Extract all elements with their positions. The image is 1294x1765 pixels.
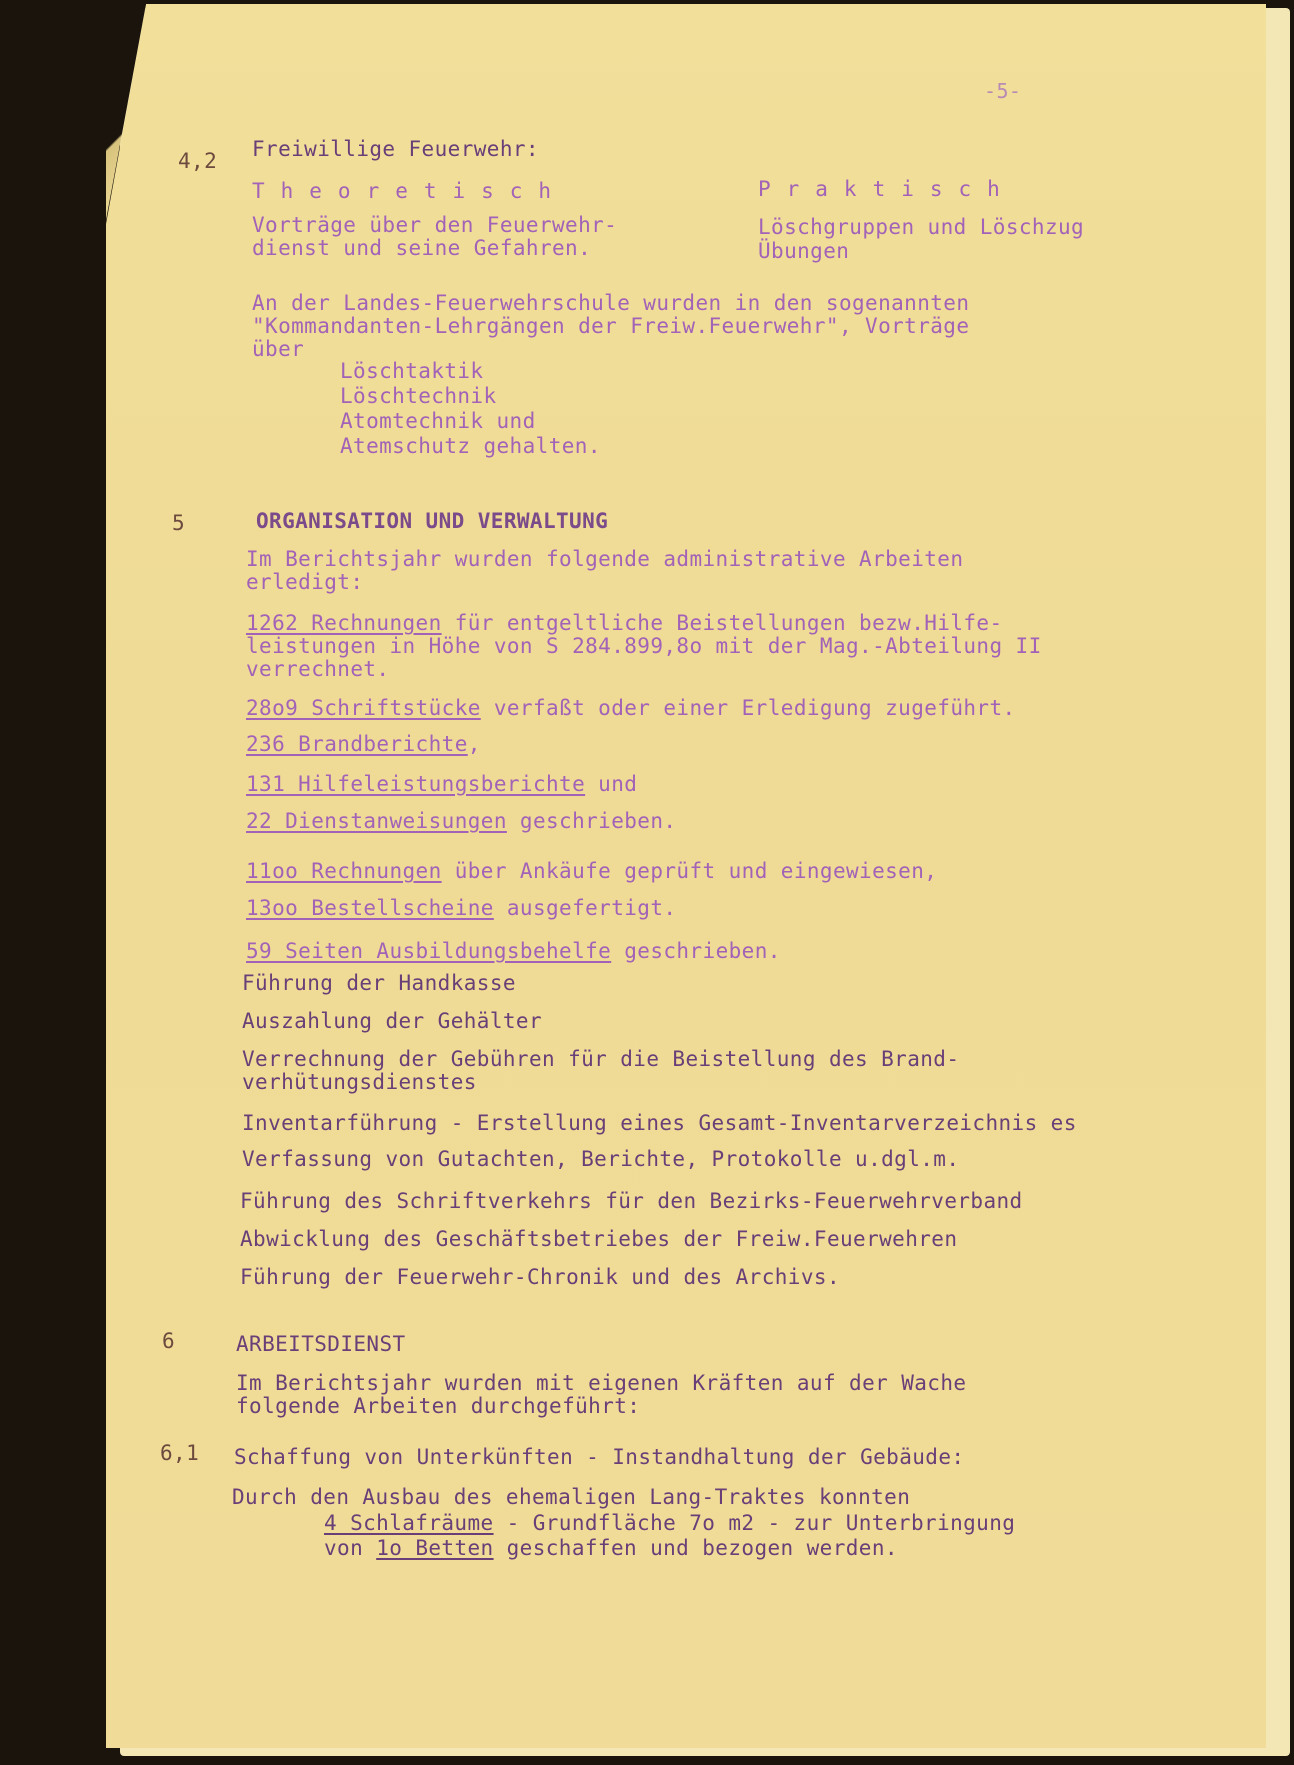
- item-text: geschrieben.: [611, 939, 781, 963]
- section-6-1-line-1: Durch den Ausbau des ehemaligen Lang-Traktes konnten: [232, 1485, 911, 1509]
- item-text: ,: [467, 732, 481, 756]
- underlined-phrase: 131 Hilfeleistungsberichte: [246, 772, 586, 796]
- list-item: Inventarführung - Erstellung eines Gesamt-Inventarverzeichnis es: [242, 1111, 1077, 1135]
- list-item-continuation: leistungen in Höhe von S 284.899,8o mit der Mag.-Abteilung II: [246, 634, 1042, 658]
- column-heading-praktisch: Praktisch: [758, 177, 1016, 201]
- list-item: [246, 773, 637, 796]
- item-text: verfaßt oder einer Erledigung zugeführt.: [480, 696, 1016, 720]
- item-text: geschrieben.: [506, 809, 677, 833]
- underlined-phrase: 59 Seiten Ausbildungsbehelfe: [246, 939, 612, 963]
- list-item: Führung des Schriftverkehrs für den Bezirks-Feuerwehrverband: [240, 1189, 1023, 1213]
- list-item: Führung der Feuerwehr-Chronik und des Archivs.: [240, 1265, 840, 1289]
- underlined-phrase: 236 Brandberichte: [246, 732, 468, 756]
- list-item: Atomtechnik und: [340, 409, 536, 433]
- section-title-6-1: Schaffung von Unterkünften - Instandhaltung der Gebäude:: [234, 1445, 965, 1469]
- list-item: Löschtaktik: [340, 359, 484, 383]
- section-number-4-2: 4,2: [178, 149, 218, 173]
- column-heading-theoretisch: Theoretisch: [252, 179, 568, 203]
- item-text: über Ankäufe geprüft und eingewiesen,: [441, 859, 938, 883]
- item-text: für entgeltliche Beistellungen bezw.Hilfe-: [441, 611, 1003, 635]
- list-item: Führung der Handkasse: [242, 971, 516, 995]
- item-text: ausgefertigt.: [493, 896, 677, 920]
- section-5-intro-line-2: erledigt:: [246, 570, 364, 594]
- section-6-intro-line-1: Im Berichtsjahr wurden mit eigenen Kräften auf der Wache: [236, 1371, 967, 1395]
- list-item: [246, 897, 676, 920]
- list-item: Atemschutz gehalten.: [340, 434, 601, 458]
- list-item: [246, 860, 937, 883]
- underlined-phrase: 22 Dienstanweisungen: [246, 809, 507, 833]
- list-item: [246, 810, 676, 833]
- page-number: -5-: [984, 79, 1022, 103]
- list-item-continuation: verrechnet.: [246, 657, 390, 681]
- item-text: - Grundfläche 7o m2 - zur Unterbringung: [493, 1511, 1016, 1535]
- section-5-intro-line-1: Im Berichtsjahr wurden folgende administrative Arbeiten: [246, 547, 964, 571]
- underlined-phrase: 28o9 Schriftstücke: [246, 696, 481, 720]
- section-6-1-line-3: [324, 1537, 898, 1560]
- list-item: Verfassung von Gutachten, Berichte, Protokolle u.dgl.m.: [242, 1147, 960, 1171]
- list-item: [246, 940, 781, 963]
- list-item: Auszahlung der Gehälter: [242, 1009, 542, 1033]
- paragraph-line: über: [252, 337, 305, 361]
- theoretisch-line-2: dienst und seine Gefahren.: [252, 236, 592, 260]
- section-6-intro-line-2: folgende Arbeiten durchgeführt:: [236, 1394, 641, 1418]
- list-item: Abwicklung des Geschäftsbetriebes der Freiw.Feuerwehren: [240, 1227, 958, 1251]
- underlined-phrase: 11oo Rechnungen: [246, 859, 442, 883]
- list-item: Löschtechnik: [340, 384, 497, 408]
- item-text: geschaffen und bezogen werden.: [493, 1536, 898, 1560]
- underlined-phrase: 13oo Bestellscheine: [246, 896, 494, 920]
- section-6-1-line-2: [324, 1512, 1015, 1535]
- item-text: und: [585, 772, 638, 796]
- list-item: [246, 612, 1003, 635]
- list-item: [246, 697, 1016, 720]
- list-item: [246, 733, 481, 756]
- underlined-phrase: 1o Betten: [376, 1536, 494, 1560]
- theoretisch-line-1: Vorträge über den Feuerwehr-: [252, 213, 618, 237]
- section-number-5: 5: [172, 511, 186, 535]
- paragraph-line: "Kommandanten-Lehrgängen der Freiw.Feuerwehr", Vorträge: [252, 314, 970, 338]
- underlined-phrase: 4 Schlafräume: [324, 1511, 494, 1535]
- section-title-6: ARBEITSDIENST: [236, 1332, 406, 1356]
- praktisch-line-1: Löschgruppen und Löschzug: [758, 215, 1085, 239]
- section-title-4-2: Freiwillige Feuerwehr:: [252, 137, 539, 161]
- item-text: von: [324, 1536, 377, 1560]
- section-number-6: 6: [162, 1329, 176, 1353]
- section-title-5: ORGANISATION UND VERWALTUNG: [256, 509, 609, 533]
- list-item-continuation: verhütungsdienstes: [242, 1070, 477, 1094]
- praktisch-line-2: Übungen: [758, 239, 850, 263]
- list-item: Verrechnung der Gebühren für die Beistellung des Brand-: [242, 1047, 960, 1071]
- paragraph-line: An der Landes-Feuerwehrschule wurden in den sogenannten: [252, 291, 970, 315]
- section-number-6-1: 6,1: [160, 1441, 200, 1465]
- underlined-phrase: 1262 Rechnungen: [246, 611, 442, 635]
